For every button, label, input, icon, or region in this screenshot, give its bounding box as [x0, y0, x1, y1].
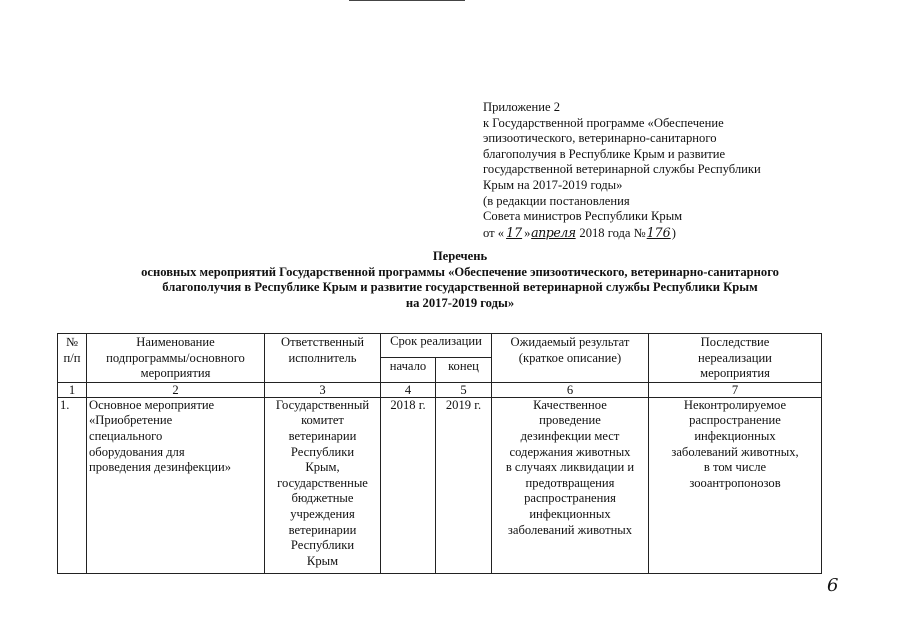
- cell-line: инфекционных: [694, 428, 776, 443]
- column-number-row: [58, 382, 822, 397]
- date-year: 2018 года №: [579, 225, 646, 240]
- date-suffix: ): [671, 225, 676, 240]
- header-num: [58, 334, 87, 383]
- handwritten-day: 17: [506, 224, 523, 240]
- header-consequence: [649, 334, 822, 383]
- table-header-row: [58, 334, 822, 358]
- cell-line: исполнитель: [288, 350, 357, 365]
- cell-line: заболеваний животных: [507, 522, 633, 537]
- header-name: [87, 334, 265, 383]
- appendix-line: к Государственной программе «Обеспечение: [483, 115, 724, 130]
- header-period: Срок реализации: [381, 334, 492, 358]
- header-result: [492, 334, 649, 383]
- cell-line: распространения: [524, 491, 616, 506]
- column-number: 3: [265, 382, 381, 397]
- title-line: Перечень: [432, 249, 488, 263]
- cell-line: оборудования для: [89, 444, 185, 459]
- cell-line: предотвращения: [525, 475, 615, 490]
- cell-line: проведение: [539, 413, 601, 428]
- cell-line: Последствие: [700, 335, 770, 349]
- top-rule: [349, 0, 465, 1]
- cell-line: дезинфекции мест: [520, 428, 620, 443]
- cell-line: инфекционных: [529, 506, 611, 521]
- cell-line: Наименование: [136, 335, 215, 349]
- row-start: 2018 г.: [381, 397, 436, 573]
- appendix-line: эпизоотического, ветеринарно-санитарного: [483, 131, 717, 146]
- column-number: 1: [58, 382, 87, 397]
- row-consequence: [649, 397, 822, 573]
- cell-line: Ожидаемый результат: [510, 335, 630, 349]
- cell-line: распространение: [689, 413, 781, 428]
- cell-line: государственные: [277, 475, 368, 490]
- cell-line: в том числе: [703, 460, 767, 475]
- header-end: конец: [436, 357, 492, 382]
- cell-line: Качественное: [533, 397, 607, 412]
- resolution-date-line: [483, 225, 843, 242]
- cell-line: подпрограммы/основного: [106, 350, 245, 365]
- appendix-line: Приложение 2: [483, 100, 561, 114]
- cell-line: мероприятия: [700, 366, 770, 381]
- cell-line: №: [65, 335, 79, 349]
- column-number: 5: [436, 382, 492, 397]
- cell-line: (краткое описание): [518, 350, 622, 365]
- row-executor: [265, 397, 381, 573]
- cell-line: учреждения: [290, 506, 355, 521]
- column-number: 2: [87, 382, 265, 397]
- cell-line: мероприятия: [140, 366, 211, 381]
- cell-line: Крым: [306, 553, 339, 568]
- appendix-line: (в редакции постановления: [483, 193, 630, 208]
- cell-line: содержания животных: [509, 444, 631, 459]
- title-line: благополучия в Республике Крым и развитие государственной ветеринарной службы Республики Крым: [162, 280, 758, 295]
- cell-line: заболеваний животных,: [671, 444, 799, 459]
- title-line: на 2017-2019 годы»: [405, 295, 515, 310]
- date-prefix: от «: [483, 225, 505, 240]
- cell-line: зооантропонозов: [689, 475, 781, 490]
- cell-line: Неконтролируемое: [683, 397, 787, 412]
- column-number: 4: [381, 382, 436, 397]
- cell-line: Крым,: [305, 460, 340, 475]
- appendix-line: благополучия в Республике Крым и развитие: [483, 146, 726, 161]
- document-title: [40, 249, 880, 311]
- cell-line: ветеринарии: [288, 428, 357, 443]
- cell-line: бюджетные: [291, 491, 354, 506]
- title-line: основных мероприятий Государственной программы «Обеспечение эпизоотического, ветеринарно-санитарного: [141, 264, 779, 279]
- cell-line: ветеринарии: [288, 522, 357, 537]
- column-number: 6: [492, 382, 649, 397]
- measures-table: [57, 333, 822, 574]
- table-row: [58, 397, 822, 573]
- row-name: [87, 397, 265, 573]
- row-num: 1.: [58, 397, 87, 573]
- header-start: начало: [381, 357, 436, 382]
- row-end: 2019 г.: [436, 397, 492, 573]
- appendix-note: [483, 100, 843, 241]
- cell-line: Основное мероприятие: [89, 397, 215, 412]
- appendix-line: Совета министров Республики Крым: [483, 209, 683, 224]
- cell-line: «Приобретение: [89, 413, 173, 428]
- handwritten-month: апреля: [531, 224, 576, 240]
- appendix-line: государственной ветеринарной службы Республики: [483, 162, 761, 177]
- row-result: [492, 397, 649, 573]
- date-separator: »: [524, 225, 531, 240]
- cell-line: Республики: [290, 538, 355, 553]
- cell-line: нереализации: [698, 350, 772, 365]
- cell-line: специального: [89, 428, 163, 443]
- cell-line: комитет: [301, 413, 344, 428]
- cell-line: Государственный: [275, 397, 370, 412]
- handwritten-number: 176: [646, 224, 671, 240]
- cell-line: Ответственный: [281, 335, 364, 349]
- header-executor: [265, 334, 381, 383]
- page-number: 6: [827, 575, 839, 596]
- cell-line: Республики: [290, 444, 355, 459]
- appendix-line: Крым на 2017-2019 годы»: [483, 177, 623, 192]
- cell-line: в случаях ликвидации и: [505, 460, 635, 475]
- cell-line: проведения дезинфекции»: [89, 460, 232, 475]
- column-number: 7: [649, 382, 822, 397]
- cell-line: п/п: [63, 350, 81, 365]
